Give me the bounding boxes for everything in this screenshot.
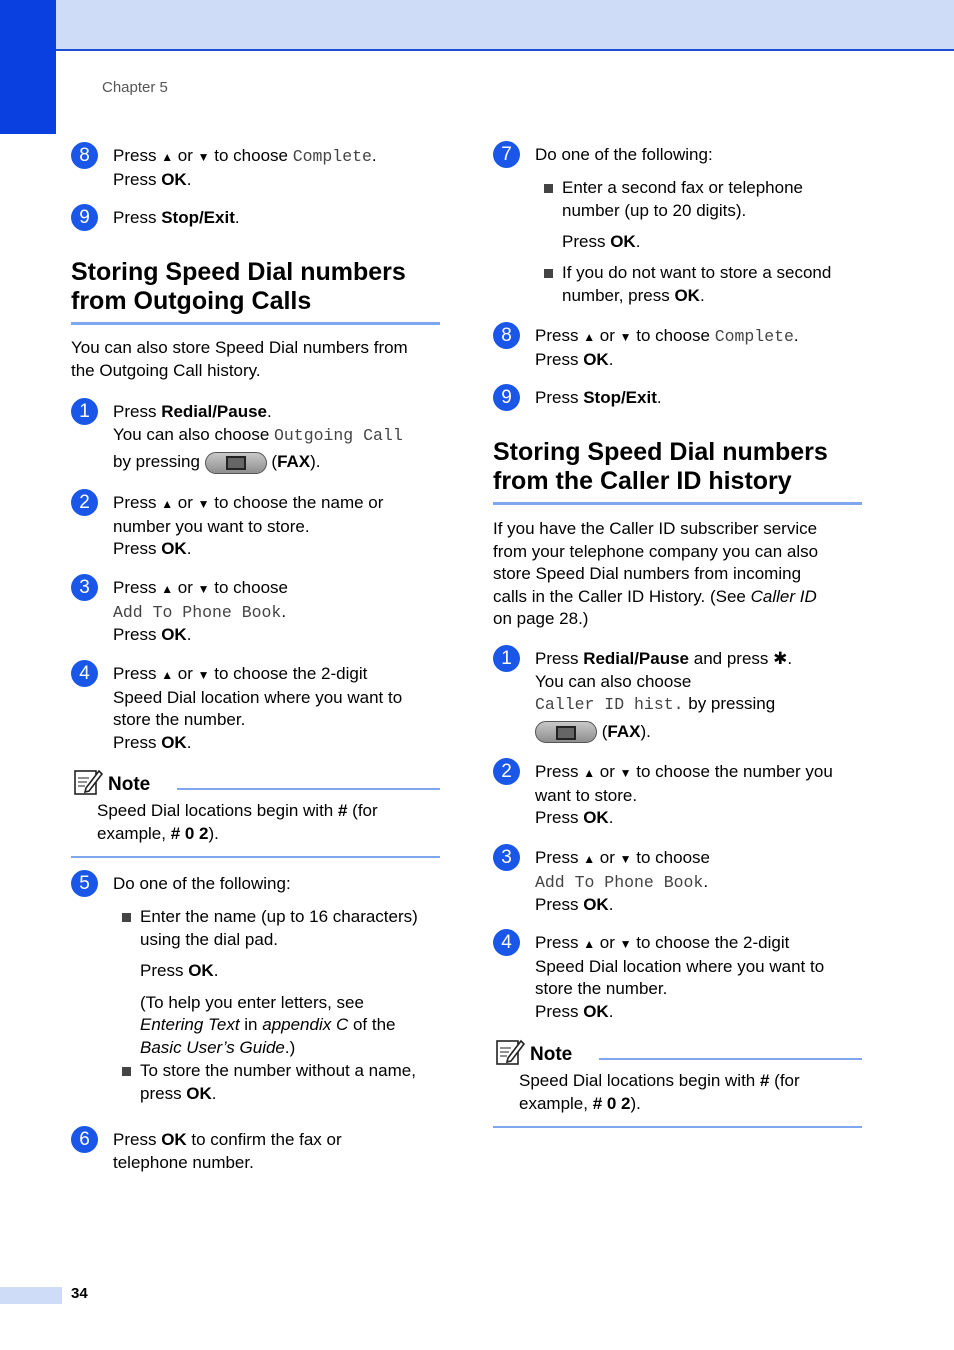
fax-button-icon [205, 452, 267, 474]
note-box-left: Note Speed Dial locations begin with # (for example, # 0 2). [71, 768, 440, 860]
star-key-icon: ✱ [773, 649, 788, 668]
key-ok: OK [188, 961, 214, 980]
intro-paragraph: You can also store Speed Dial numbers from the Outgoing Call history. [71, 338, 408, 380]
down-arrow-icon: ▼ [197, 582, 210, 596]
key-stop-exit: Stop/Exit [161, 208, 235, 227]
up-arrow-icon: ▲ [583, 937, 596, 951]
step-number-badge: 1 [493, 645, 520, 672]
down-arrow-icon: ▼ [619, 330, 632, 344]
note-divider [177, 788, 440, 790]
note-bottom-divider [493, 1126, 862, 1128]
down-arrow-icon: ▼ [619, 937, 632, 951]
step-number-badge: 4 [493, 929, 520, 956]
lcd-text: Add To Phone Book [113, 602, 282, 622]
down-arrow-icon: ▼ [197, 668, 210, 682]
fax-button-icon [535, 721, 597, 743]
bullet-square-icon [122, 1067, 131, 1076]
cross-reference: Caller ID [750, 586, 817, 606]
bullet-square-icon [544, 269, 553, 278]
down-arrow-icon: ▼ [619, 852, 632, 866]
page-number: 34 [71, 1285, 88, 1302]
key-ok: OK [161, 732, 187, 752]
note-pencil-icon [496, 1038, 525, 1065]
footer-band [0, 1287, 62, 1304]
step-number-badge: 3 [71, 574, 98, 601]
lcd-text: Caller ID hist. [535, 695, 684, 714]
key-ok: OK [583, 349, 609, 369]
key-fax: FAX [607, 721, 641, 741]
step-number-badge: 5 [71, 870, 98, 897]
step-number-badge: 2 [493, 758, 520, 785]
key-ok: OK [161, 539, 187, 558]
up-arrow-icon: ▲ [583, 766, 596, 780]
chapter-tab-marker [0, 0, 56, 134]
note-title: Note [108, 774, 151, 795]
left-column: 8 Press ▲ or ▼ to choose Complete. Press OK. 9 Press Stop/Exit. Storing Speed Dial numbers from Outgoing Calls You can also store Speed Dial numbers from the Outgoing Call history. 1 Press Redial/Pause. You can also choose Outgoing Call by pressing (FAX). 2 Press ▲ or ▼ to choose the name or number you want to store. Press OK. 3 Press ▲ or ▼ to choose Add To Phone Book. Press OK. 4 Press ▲ or ▼ to choose the 2-digit Speed Dial location where you want to store the number. Press OK. Note Speed Dial locations begin with # (for example, # 0 2). 5 Do one of the following: Enter the name (up to 16 characters) using the dial pad. Press OK. (To help you enter letters, see Entering Text in appendix C of the Basic User’s Guide.) To store the number without a name, press OK. 6 Press OK to confirm the fax or telephone number. [71, 0, 441, 1240]
right-column: 7 Do one of the following: Enter a second fax or telephone number (up to 20 digits). Press OK. If you do not want to store a second number, press OK. 8 Press ▲ or ▼ to choose Complete. Press OK. 9 Press Stop/Exit. Storing Speed Dial numbers from the Caller ID history If you have the Caller ID subscriber service from your telephone company you can also store Speed Dial numbers from incoming calls in the Caller ID History. (See Caller ID on page 28.) 1 Press Redial/Pause and press ✱. You can also choose Caller ID hist. by pressing (FAX). 2 Press ▲ or ▼ to choose the number you want to store. Press OK. 3 Press ▲ or ▼ to choose Add To Phone Book. Press OK. 4 Press ▲ or ▼ to choose the 2-digit Speed Dial location where you want to store the number. Press OK. Note Speed Dial locations begin with # (for example, # 0 2). [493, 0, 863, 1240]
up-arrow-icon: ▲ [583, 330, 596, 344]
key-ok: OK [583, 1001, 609, 1021]
key-ok: OK [583, 895, 609, 914]
step-number-badge: 9 [71, 204, 98, 231]
step-number-badge: 3 [493, 844, 520, 871]
step-number-badge: 7 [493, 141, 520, 168]
bullet-square-icon [544, 184, 553, 193]
step-number-badge: 4 [71, 660, 98, 687]
lcd-text: Complete [714, 327, 794, 346]
step-number-badge: 8 [71, 142, 98, 169]
up-arrow-icon: ▲ [161, 497, 174, 511]
up-arrow-icon: ▲ [161, 668, 174, 682]
key-ok: OK [610, 232, 636, 251]
key-stop-exit: Stop/Exit [583, 388, 657, 407]
up-arrow-icon: ▲ [161, 150, 174, 164]
note-title: Note [530, 1044, 573, 1065]
step-number-badge: 9 [493, 384, 520, 411]
key-redial-pause: Redial/Pause [161, 402, 268, 421]
key-ok: OK [161, 625, 187, 644]
chapter-label: Chapter 5 [102, 79, 168, 96]
up-arrow-icon: ▲ [161, 582, 174, 596]
note-box-right: Note Speed Dial locations begin with # (for example, # 0 2). [493, 1038, 862, 1130]
note-divider [599, 1058, 862, 1060]
key-redial-pause: Redial/Pause [583, 649, 690, 668]
down-arrow-icon: ▼ [619, 766, 632, 780]
bullet-square-icon [122, 913, 131, 922]
key-ok: OK [186, 1083, 212, 1103]
step-number-badge: 1 [71, 398, 98, 425]
key-ok: OK [583, 808, 609, 827]
key-ok: OK [674, 285, 700, 305]
lcd-text: Add To Phone Book [535, 872, 704, 892]
note-bottom-divider [71, 856, 440, 858]
step-number-badge: 8 [493, 322, 520, 349]
lcd-text: Complete [292, 147, 372, 166]
up-arrow-icon: ▲ [583, 852, 596, 866]
step-number-badge: 2 [71, 489, 98, 516]
key-fax: FAX [277, 452, 311, 471]
section-heading-outgoing: Storing Speed Dial numbers from Outgoing Calls [71, 258, 440, 325]
section-heading-caller-id: Storing Speed Dial numbers from the Caller ID history [493, 438, 862, 505]
down-arrow-icon: ▼ [197, 150, 210, 164]
lcd-text: Outgoing Call [274, 425, 403, 445]
step-number-badge: 6 [71, 1126, 98, 1153]
note-pencil-icon [74, 768, 103, 795]
key-ok: OK [161, 169, 187, 189]
down-arrow-icon: ▼ [197, 497, 210, 511]
intro-paragraph: If you have the Caller ID subscriber service from your telephone company you can also store Speed Dial numbers from incoming calls in the Caller ID History. (See Caller ID on page 28.) [493, 519, 819, 628]
key-ok: OK [161, 1130, 187, 1149]
